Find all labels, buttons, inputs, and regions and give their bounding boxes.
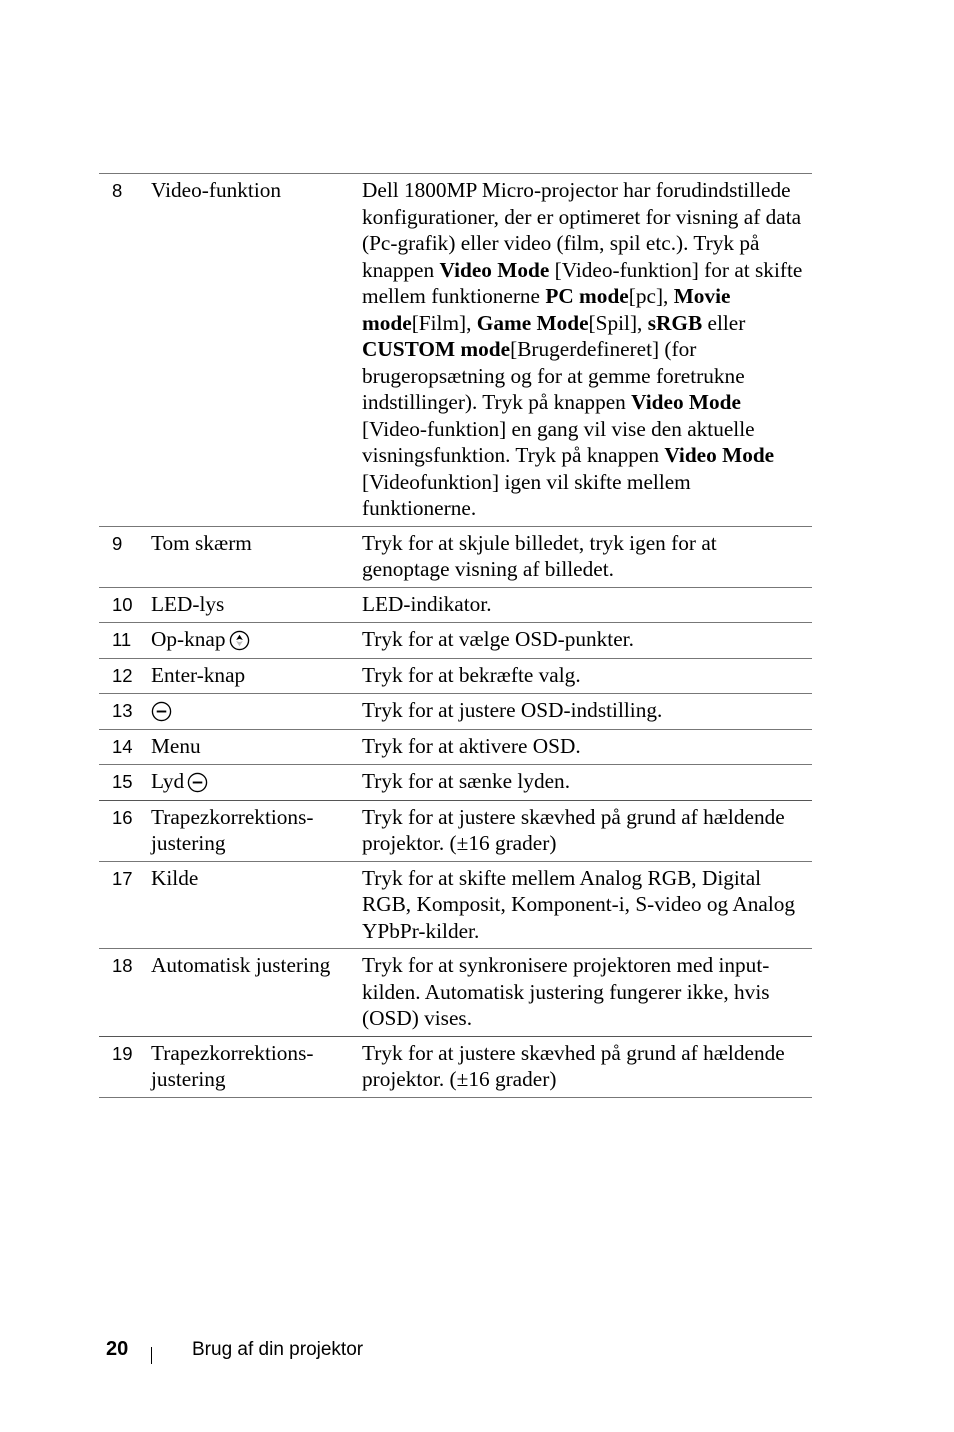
row-number: 14 (112, 735, 133, 757)
feature-name (151, 949, 362, 1037)
row-number: 19 (112, 1042, 133, 1064)
description-text: [Brugerdefineret] (for brugeropsætning og for at gemme foretrukne indstillinger). Tryk på knappen (362, 337, 745, 414)
feature-name-label: Tom skærm (151, 530, 252, 555)
table-row (99, 658, 812, 694)
feature-name-label: Op-knap (151, 627, 226, 651)
description-text: [Videofunktion] igen vil skifte mellem funktionerne. (362, 469, 691, 520)
row-number: 10 (112, 593, 133, 615)
description-text: Tryk for at justere skævhed på grund af hældende projektor. (±16 grader) (362, 804, 785, 855)
feature-name (151, 174, 362, 527)
table-row (99, 729, 812, 765)
row-number: 17 (112, 867, 133, 889)
feature-name-label: Menu (151, 733, 201, 758)
description-text: [Film], (411, 310, 477, 335)
description-text: Tryk for at aktivere OSD. (362, 733, 581, 758)
minus-button-icon (151, 701, 172, 722)
feature-name (151, 623, 362, 659)
description-text: Tryk for at skjule billedet, tryk igen for at genoptage visning af billedet. (362, 530, 717, 581)
feature-name (151, 526, 362, 587)
row-number: 9 (112, 532, 123, 554)
description-keyword: sRGB (647, 310, 703, 335)
feature-description (362, 587, 812, 623)
row-number: 15 (112, 771, 133, 792)
table-row (99, 861, 812, 949)
feature-description (362, 623, 812, 659)
description-text: [Video-funktion] en gang vil vise den aktuelle visningsfunktion. Tryk på knappen (362, 416, 755, 467)
feature-name (151, 587, 362, 623)
description-text: [pc], (628, 284, 674, 308)
feature-description (362, 861, 812, 949)
description-text: LED-indikator. (362, 591, 492, 616)
feature-name (151, 1036, 362, 1097)
row-number: 8 (112, 180, 123, 201)
feature-description (362, 174, 812, 527)
row-number: 11 (112, 629, 132, 650)
feature-description (362, 729, 812, 765)
description-keyword: CUSTOM mode (362, 337, 511, 361)
feature-name-label: LED-lys (151, 591, 225, 616)
table-row (99, 1036, 812, 1097)
feature-name-label: Automatisk justering (151, 953, 331, 977)
feature-description (362, 949, 812, 1037)
feature-name (151, 861, 362, 949)
feature-table (99, 173, 812, 1098)
description-text: Tryk for at synkronisere projektoren med input-kilden. Automatisk justering fungerer ikke, hvis (OSD) vises. (362, 953, 770, 1030)
page-number: 20 (106, 1338, 129, 1360)
table-row (99, 174, 812, 527)
feature-name (151, 729, 362, 765)
table-row (99, 765, 812, 801)
feature-name (151, 765, 362, 801)
table-row (99, 623, 812, 659)
table-row (99, 800, 812, 861)
table-row (99, 587, 812, 623)
feature-name-label: Enter-knap (151, 662, 246, 687)
description-text: Tryk for at skifte mellem Analog RGB, Digital RGB, Komposit, Komponent-i, S-video og Analog YPbPr-kilder. (362, 865, 796, 943)
row-number: 18 (112, 955, 133, 976)
feature-description (362, 765, 812, 801)
table-row (99, 694, 812, 730)
description-text: [Spil], (588, 310, 648, 335)
description-text: eller (702, 310, 746, 335)
description-text: Tryk for at justere OSD-indstilling. (362, 698, 663, 722)
feature-description (362, 526, 812, 587)
feature-description (362, 658, 812, 694)
feature-description (362, 1036, 812, 1097)
table-row (99, 526, 812, 587)
minus-button-icon (187, 772, 208, 793)
description-text: Tryk for at sænke lyden. (362, 769, 571, 793)
section-title: Brug af din projektor (192, 1339, 364, 1360)
row-number: 12 (112, 664, 133, 686)
feature-name-label: Trapezkorrektions- justering (151, 1040, 314, 1091)
description-keyword: PC mode (545, 284, 629, 308)
footer-separator (151, 1347, 152, 1364)
description-keyword: Game Mode (476, 310, 589, 335)
feature-description (362, 694, 812, 730)
feature-name (151, 694, 362, 730)
feature-name-label: Lyd (151, 769, 185, 793)
description-text: [Video-funktion] for at skifte mellem funktionerne (362, 257, 803, 308)
feature-name-label: Trapezkorrektions- justering (151, 804, 314, 855)
row-number: 16 (112, 806, 133, 828)
feature-name-label: Kilde (151, 865, 199, 890)
table-row (99, 949, 812, 1037)
description-text: Tryk for at vælge OSD-punkter. (362, 627, 634, 651)
description-keyword: Video Mode (631, 390, 741, 414)
description-text: Tryk for at justere skævhed på grund af hældende projektor. (±16 grader) (362, 1040, 785, 1091)
description-keyword: Video Mode (664, 443, 775, 467)
feature-name (151, 658, 362, 694)
description-text: Dell 1800MP Micro-projector har forudindstillede konfigurationer, der er optimeret for visning af data (Pc-grafik) eller video (film, spil etc.). Tryk på knappen (362, 178, 802, 282)
up-button-icon (229, 630, 250, 651)
feature-description (362, 800, 812, 861)
description-text: Tryk for at bekræfte valg. (362, 662, 581, 687)
feature-name-label: Video-funktion (151, 178, 282, 202)
description-keyword: Movie mode (362, 284, 731, 335)
feature-name (151, 800, 362, 861)
description-keyword: Video Mode (439, 257, 550, 282)
row-number: 13 (112, 700, 133, 721)
